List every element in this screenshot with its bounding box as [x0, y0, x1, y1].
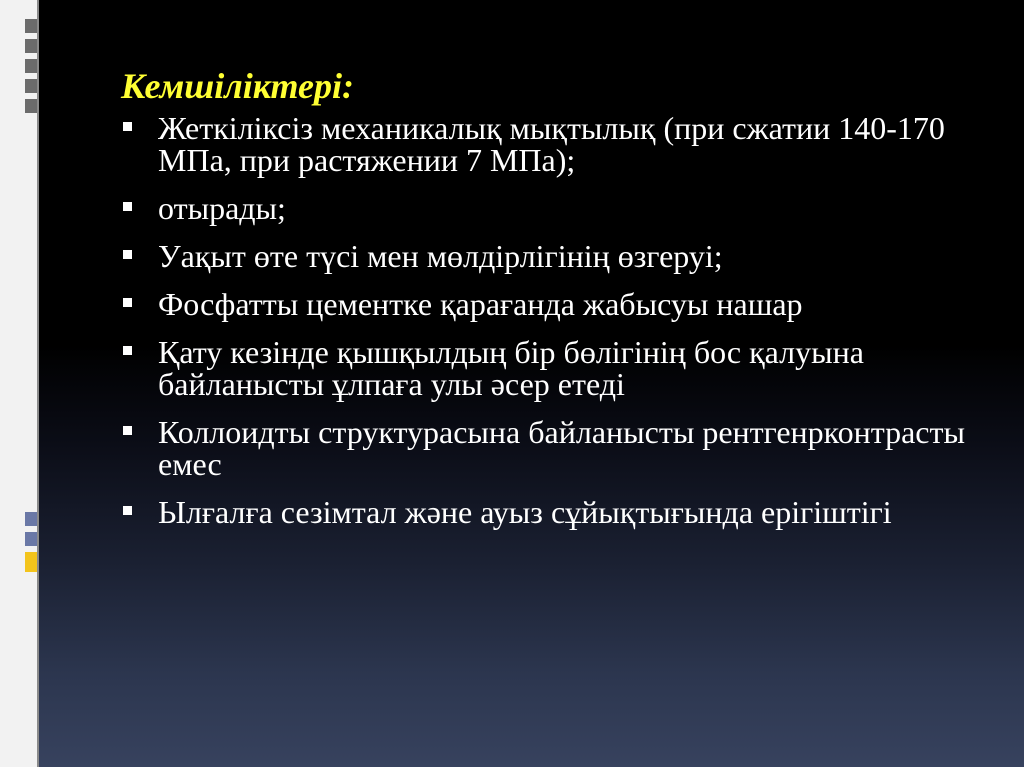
decorative-bar	[25, 19, 37, 33]
bullet-text: Жеткіліксіз механикалық мықтылық (при сжатии 140-170 МПа, при растяжении 7 МПа);	[158, 110, 945, 178]
bullet-text: Фосфатты цементке қарағанда жабысуы нашар	[158, 286, 803, 322]
bullet-item	[118, 336, 978, 400]
square-bullet-icon	[123, 298, 132, 307]
bullet-text: Уақыт өте түсі мен мөлдірлігінің өзгеруі;	[158, 238, 723, 274]
bullet-text: Коллоидты структурасына байланысты рентгенрконтрасты емес	[158, 414, 965, 482]
bullet-item	[118, 288, 978, 320]
decorative-bar	[25, 99, 37, 113]
bullet-item	[118, 112, 978, 176]
bullet-item	[118, 416, 978, 480]
decorative-bar-blue	[25, 532, 37, 546]
bullet-text: отырады;	[158, 190, 286, 226]
square-bullet-icon	[123, 426, 132, 435]
bullet-item	[118, 192, 978, 224]
slide-heading: Кемшіліктері:	[121, 66, 354, 106]
square-bullet-icon	[123, 250, 132, 259]
square-bullet-icon	[123, 346, 132, 355]
decorative-bars-top	[25, 19, 37, 119]
decorative-bar	[25, 79, 37, 93]
decorative-bar-yellow	[25, 552, 37, 572]
square-bullet-icon	[123, 506, 132, 515]
bullet-item	[118, 496, 978, 528]
slide-content	[118, 64, 978, 544]
bullet-text: Ылғалға сезімтал және ауыз сұйықтығында ерігіштігі	[158, 494, 892, 530]
bullet-text: Қату кезінде қышқылдың бір бөлігінің бос қалуына байланысты ұлпаға улы әсер етеді	[158, 334, 864, 402]
decorative-bars-accent	[25, 512, 37, 572]
square-bullet-icon	[123, 122, 132, 131]
decorative-bar	[25, 59, 37, 73]
square-bullet-icon	[123, 202, 132, 211]
decorative-bar	[25, 39, 37, 53]
decorative-bar-blue	[25, 512, 37, 526]
panel-edge-line	[37, 0, 39, 767]
bullet-list	[118, 112, 978, 528]
bullet-item	[118, 240, 978, 272]
